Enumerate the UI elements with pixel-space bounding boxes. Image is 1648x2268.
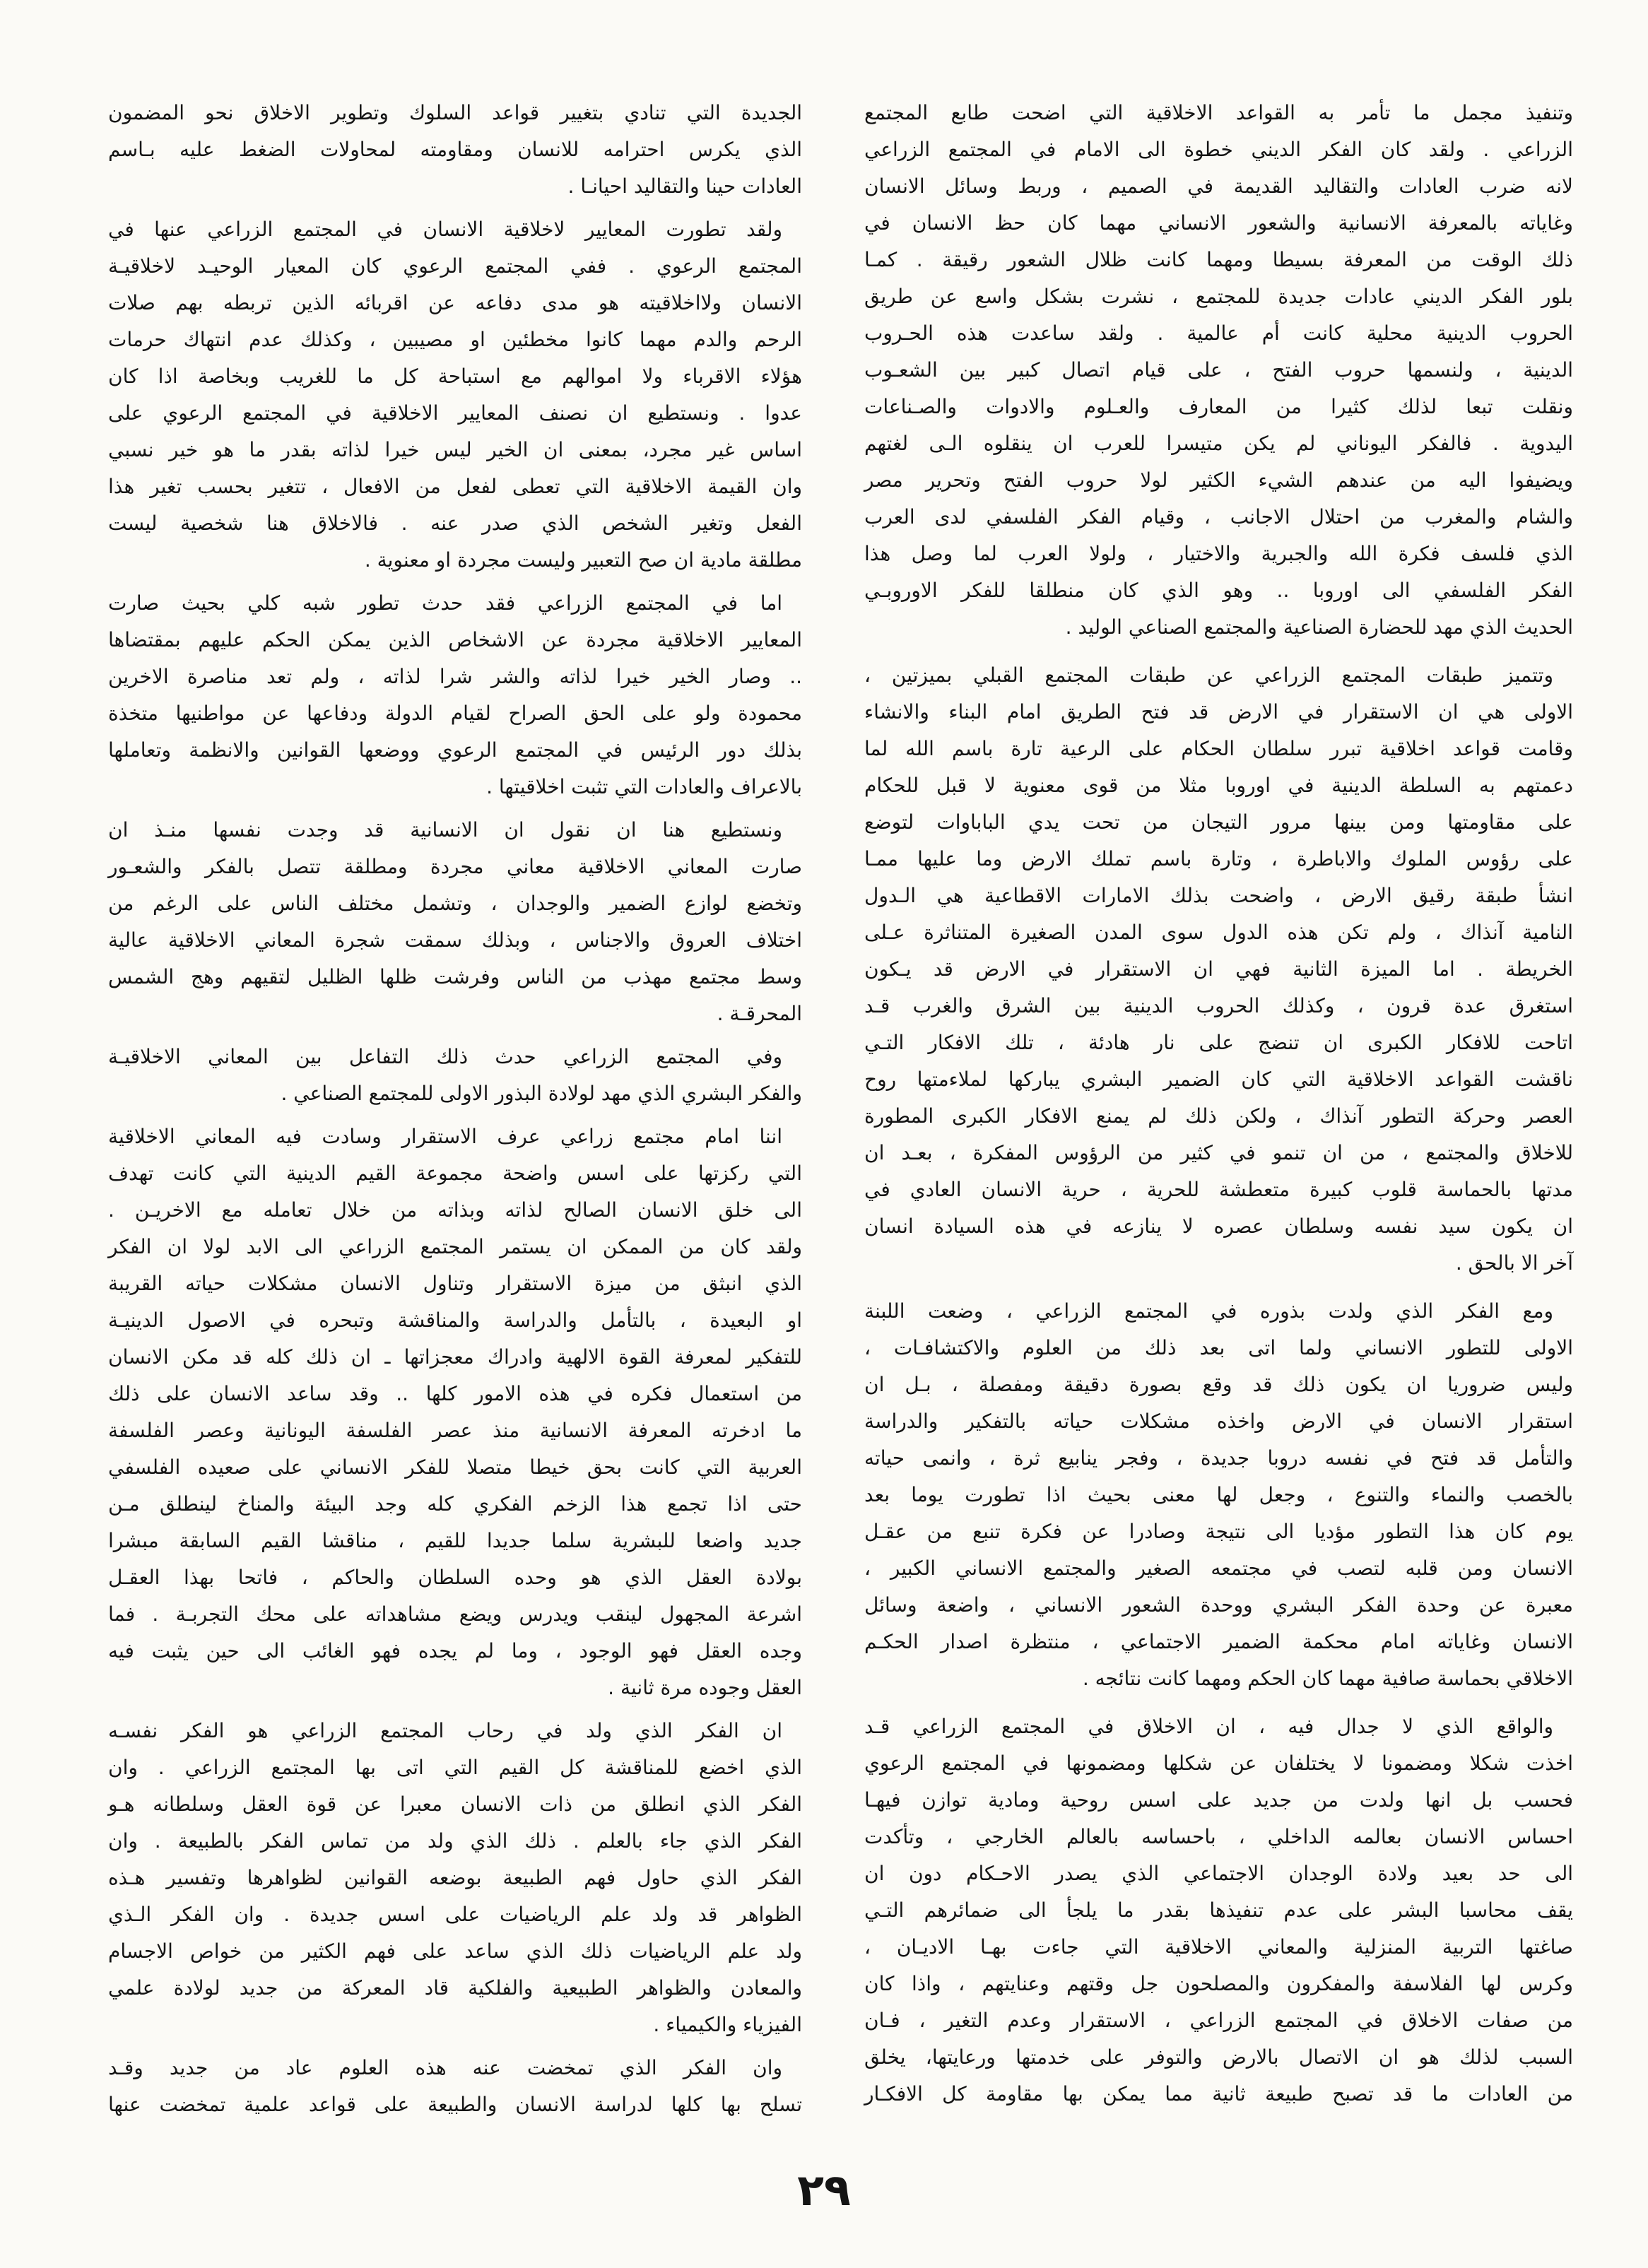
text-line: من استعمال فكره في هذه الامور كلها .. وقد ساعد الانسان على ذلك (108, 1382, 802, 1405)
paragraph (108, 2050, 802, 2123)
text-line: على رؤوس الملوك والاباطرة ، وتارة باسم تملك الارض وما عليها ممـا (864, 847, 1573, 870)
text-line: يقف محاسبا البشر على عدم تنفيذها بقدر ما يلجأ الى ضمائرهم التـي (864, 1898, 1573, 1922)
text-line: بذلك دور الرئيس في المجتمع الرعوي ووضعها القوانين والانظمة وتعاملها (108, 738, 802, 762)
text-line: وان الفكر الذي تمخضت عنه هذه العلوم عاد من جديد وقـد (108, 2056, 782, 2079)
text-line: دعمتهم به السلطة الدينية في اوروبا مثلا من قوى معنوية لا قبل للحكام (864, 774, 1573, 797)
text-line: اليدوية . فالفكر اليوناني لم يكن متيسرا للعرب ان ينقلوه الـى لغتهم (864, 432, 1573, 455)
text-line: عدوا . ونستطيع ان نصنف المعايير الاخلاقية في المجتمع الرعوي على (108, 401, 802, 425)
text-line: الزراعي . ولقد كان الفكر الديني خطوة الى الامام في المجتمع الزراعي (864, 138, 1573, 161)
text-line: ان يكون سيد نفسه وسلطان عصره لا ينازعه في هذه السيادة انسان (864, 1215, 1573, 1238)
text-line: مدتها بالحماسة قلوب كبيرة متعطشة للحرية ، حرية الانسان العادي في (864, 1178, 1573, 1201)
text-line: العصر وحركة التطور آنذاك ، ولكن ذلك لم يمنع الافكار الكبرى المطورة (864, 1104, 1573, 1128)
text-line: الى خلق الانسان الصالح لذاته وبذاته من خلال تعامله مع الاخريـن . (108, 1198, 802, 1222)
paragraph (108, 1713, 802, 2043)
text-line: وليس ضروريا ان يكون ذلك قد وقع بصورة دقيقة ومفصلة ، بـل ان (864, 1373, 1573, 1396)
text-line: الانسان وغاياته امام محكمة الضمير الاجتماعي ، منتظرة اصدار الحكـم (864, 1630, 1573, 1653)
paragraph (108, 1118, 802, 1706)
text-line: .. وصار الخير خيرا لذاته والشر شرا لذاته ، ولم تعد مناصرة الاخرين (108, 665, 802, 688)
paragraph (108, 211, 802, 579)
left-column (108, 95, 802, 2123)
text-line: جديد واضعا للبشرية سلما جديدا للقيم ، مناقشا القيم السابقة مبشرا (108, 1529, 802, 1552)
text-line: الفعل وتغير الشخص الذي صدر عنه . فالاخلاق هنا شخصية ليست (108, 512, 802, 535)
text-line: الحروب الدينية محلية كانت أم عالمية . ولقد ساعدت هذه الحـروب (864, 321, 1573, 345)
paragraph (108, 585, 802, 805)
paragraph (108, 1039, 802, 1112)
text-line: انشأ طبقة رقيق الارض ، واضحت بذلك الامارات الاقطاعية هي الـدول (864, 884, 1573, 907)
text-line: الانسان ومن قلبه لتصب في مجتمعه الصغير والمجتمع الانساني الكبير ، (864, 1557, 1573, 1580)
text-line: وتتميز طبقات المجتمع الزراعي عن طبقات المجتمع القبلي بميزتين ، (864, 663, 1553, 687)
text-line: والشام والمغرب من احتلال الاجانب ، وقيام الفكر الفلسفي لدى العرب (864, 505, 1573, 528)
text-line: المجتمع الرعوي . ففي المجتمع الرعوي كان المعيار الوحيـد لاخلاقيـة (108, 254, 802, 278)
text-line: هؤلاء الاقرباء ولا اموالهم مع استباحة كل ما للغريب وبخاصة اذا كان (108, 365, 802, 388)
text-line: استغرق عدة قرون ، وكذلك الحروب الدينية بين الشرق والغرب قـد (864, 994, 1573, 1017)
text-line: وغاياته بالمعرفة الانسانية والشعور الانساني مهما كان حظ الانسان في (864, 211, 1573, 235)
text-line: المحرقـة . (717, 1002, 802, 1025)
text-line: ونقلت تبعا لذلك كثيرا من المعارف والعـلوم والادوات والصـناعات (864, 395, 1573, 418)
text-line: ويضيفوا اليه من عندهم الشيء الكثير لولا حروب الفتح وتحرير مصر (864, 468, 1573, 492)
text-line: والفكر البشري الذي مهد لولادة البذور الاولى للمجتمع الصناعي . (281, 1082, 802, 1105)
text-line: ما ادخرته المعرفة الانسانية منذ عصر الفلسفة اليونانية وعصر الفلسفة (108, 1419, 802, 1442)
paragraph (864, 657, 1573, 1282)
text-line: العقل وجوده مرة ثانية . (608, 1676, 802, 1699)
text-line: ولقد تطورت المعايير لاخلاقية الانسان في المجتمع الزراعي عنها في (108, 218, 782, 241)
paragraph (864, 1293, 1573, 1697)
text-line: وقامت قواعد اخلاقية تبرر سلطان الحكام على الرعية تارة باسم الله لما (864, 737, 1573, 760)
text-line: اساس غير مجرد، بمعنى ان الخير ليس خيرا لذاته بقدر ما هو خير نسبي (108, 438, 802, 461)
text-line: الخريطة . اما الميزة الثانية فهي ان الاستقرار في الارض قد يـكون (864, 957, 1573, 981)
right-column (864, 95, 1573, 2113)
text-line: الفكر الذي جاء بالعلم . ذلك الذي ولد من تماس الفكر بالطبيعة . وان (108, 1829, 802, 1853)
text-line: من صفات الاخلاق في المجتمع الزراعي ، الاستقرار وعدم التغير ، فـان (864, 2009, 1573, 2032)
text-line: الحديث الذي مهد للحضارة الصناعية والمجتمع الصناعي الوليد . (1065, 615, 1573, 639)
text-line: الى حد بعيد ولادة الوجدان الاجتماعي الذي يصدر الاحـكام دون ان (864, 1862, 1573, 1885)
text-line: الظواهر قد ولد علم الرياضيات على اسس جديدة . وان الفكر الـذي (108, 1903, 802, 1926)
text-line: الفيزياء والكيمياء . (653, 2013, 802, 2036)
text-line: يوم كان هذا التطور مؤديا الى نتيجة وصادرا عن فكرة تنبع من عقـل (864, 1520, 1573, 1543)
text-line: الدينية ، ولنسمها حروب الفتح ، على قيام اتصال كبير بين الشعـوب (864, 358, 1573, 382)
text-line: والمعادن والظواهر الطبيعية والفلكية قاد المعركة من جديد لولادة علمي (108, 1976, 802, 2000)
text-line: وفي المجتمع الزراعي حدث ذلك التفاعل بين المعاني الاخلاقيـة (108, 1045, 782, 1068)
text-line: للتفكير لمعرفة القوة الالهية وادراك معجزاتها ـ ان ذلك كله قد مكن الانسان (108, 1345, 802, 1369)
paragraph (864, 95, 1573, 646)
text-line: ومع الفكر الذي ولدت بذوره في المجتمع الزراعي ، وضعت اللبنة (864, 1299, 1553, 1323)
text-line: اما في المجتمع الزراعي فقد حدث تطور شبه كلي بحيث صارت (108, 591, 782, 615)
text-line: الذي يكرس احترامه للانسان ومقاومته لمحاولات الضغط عليه بـاسم (108, 138, 802, 161)
text-line: اختلاف العروق والاجناس ، وبذلك سمقت شجرة المعاني الاخلاقية عالية (108, 928, 802, 952)
text-line: اشرعة المجهول لينقب ويدرس ويضع مشاهداته على محك التجربـة . فما (108, 1602, 802, 1626)
text-line: العادات حينا والتقاليد احيانـا . (567, 175, 802, 198)
text-line: الفكر الفلسفي الى اوروبا .. وهو الذي كان منطلقا للفكر الاوروبـي (864, 579, 1573, 602)
text-line: وتخضع لوازع الضمير والوجدان ، وتشمل مختلف الناس على الرغم من (108, 892, 802, 915)
text-line: بولادة العقل الذي هو وحده السلطان والحاكم ، فاتحا بهذا العقـل (108, 1566, 802, 1589)
text-line: لانه ضرب العادات والتقاليد القديمة في الصميم ، وربط وسائل الانسان (864, 175, 1573, 198)
text-line: الذي انبثق من ميزة الاستقرار وتناول الانسان مشكلات حياته القريبة (108, 1272, 802, 1295)
text-line: ان الفكر الذي ولد في رحاب المجتمع الزراعي هو الفكر نفسـه (108, 1719, 782, 1742)
text-line: فحسب بل انها ولدت من جديد على اسس روحية ومادية توازن فيهـا (864, 1788, 1573, 1812)
text-line: الاخلاقي بحماسة صافية مهما كان الحكم ومهما كانت نتائجه . (1082, 1667, 1573, 1690)
text-line: بالخصب والنماء والتنوع ، وجعل لها معنى بحيث اذا تطورت يوما بعد (864, 1483, 1573, 1506)
text-line: ولقد كان من الممكن ان يستمر المجتمع الزراعي الى الابد لولا ان الفكر (108, 1235, 802, 1258)
text-line: محمودة ولو على الحق الصراح لقيام الدولة ودفاعها عن مواطنيها متخذة (108, 702, 802, 725)
paragraph (864, 1708, 1573, 2113)
text-line: الذي فلسف فكرة الله والجبرية والاختيار ، ولولا العرب لما وصل هذا (864, 542, 1573, 565)
paragraph (108, 812, 802, 1032)
text-line: العربية التي كانت بحق خيطا متصلا للفكر الانساني على صعيده الفلسفي (108, 1455, 802, 1479)
text-line: الرحم والدم مهما كانوا مخطئين او مصيبين ، وكذلك عدم انتهاك حرمات (108, 328, 802, 351)
text-line: السبب لذلك هو ان الاتصال بالارض والتوفر على خدمتها ورعايتها، يخلق (864, 2045, 1573, 2069)
text-line: او البعيدة ، بالتأمل والدراسة والمناقشة وتبحره في الاصول الدينيـة (108, 1309, 802, 1332)
text-line: تسلح بها كلها لدراسة الانسان والطبيعة على قواعد علمية تمخضت عنها (108, 2093, 802, 2116)
text-line: الفكر الذي انطلق من ذات الانسان معبرا عن قوة العقل وسلطانه هـو (108, 1792, 802, 1816)
text-line: ذلك الوقت من المعرفة بسيطا ومهما كانت ظلال الشعور رقيقة . كمـا (864, 248, 1573, 271)
text-line: ولد علم الرياضيات ذلك الذي ساعد على فهم الكثير من خواص الاجسام (108, 1939, 802, 1963)
text-line: صاغتها التربية المنزلية والمعاني الاخلاقية التي جاءت بهـا الاديـان ، (864, 1935, 1573, 1959)
text-line: والواقع الذي لا جدال فيه ، ان الاخلاق في المجتمع الزراعي قـد (864, 1715, 1553, 1738)
text-line: وتنفيذ مجمل ما تأمر به القواعد الاخلاقية التي اضحت طابع المجتمع (864, 101, 1573, 124)
page-number: ٢٩ (797, 2164, 851, 2216)
text-line: صارت المعاني الاخلاقية معاني مجردة ومطلقة تتصل بالفكر والشعـور (108, 855, 802, 878)
text-line: وكرس لها الفلاسفة والمفكرون والمصلحون جل وقتهم وعنايتهم ، واذا كان (864, 1972, 1573, 1995)
text-line: آخر الا بالحق . (1455, 1251, 1573, 1275)
text-line: مطلقة مادية ان صح التعبير وليست مجردة او معنوية . (364, 548, 802, 572)
text-line: الانسان ولااخلاقيته هو مدى دفاعه عن اقربائه الذين تربطه بهم صلات (108, 291, 802, 314)
text-line: اتاحت للافكار الكبرى ان تنضج على نار هادئة ، تلك الافكار التـي (864, 1031, 1573, 1054)
text-line: بالاعراف والعادات التي تثبت اخلاقيتها . (486, 775, 802, 798)
text-line: بلور الفكر الديني عادات جديدة للمجتمع ، نشرت بشكل واسع عن طريق (864, 285, 1573, 308)
text-line: التي ركزتها على اسس واضحة مجموعة القيم الدينية التي كانت تهدف (108, 1162, 802, 1185)
text-line: الاولى للتطور الانساني ولما اتى بعد ذلك من العلوم والاكتشافـات ، (864, 1336, 1573, 1359)
text-line: ونستطيع هنا ان نقول ان الانسانية قد وجدت نفسها منـذ ان (108, 818, 782, 841)
paragraph (108, 95, 802, 205)
text-line: الذي اخضع للمناقشة كل القيم التي اتى بها المجتمع الزراعي . وان (108, 1756, 802, 1779)
text-line: النامية آنذاك ، ولم تكن هذه الدول سوى المدن الصغيرة المتناثرة عـلى (864, 921, 1573, 944)
text-line: استقرار الانسان في الارض واخذه مشكلات حياته بالتفكير والدراسة (864, 1410, 1573, 1433)
text-line: وان القيمة الاخلاقية التي تعطى لفعل من الافعال ، تتغير بحسب تغير هذا (108, 475, 802, 498)
text-line: اخذت شكلا ومضمونا لا يختلفان عن شكلها ومضمونها في المجتمع الرعوي (864, 1752, 1573, 1775)
text-line: الجديدة التي تنادي بتغيير قواعد السلوك وتطوير الاخلاق نحو المضمون (108, 101, 802, 124)
text-line: الاولى هي ان الاستقرار في الارض قد فتح الطريق امام البناء والانشاء (864, 700, 1573, 723)
text-line: معبرة عن وحدة الفكر البشري ووحدة الشعور الانساني ، واضعة وسائل (864, 1593, 1573, 1617)
text-line: ناقشت القواعد الاخلاقية التي كان الضمير البشري يباركها لملاءمتها روح (864, 1068, 1573, 1091)
text-line: والتأمل قد فتح في نفسه دروبا جديدة ، وفجر ينابيع ثرة ، وانمى حياته (864, 1446, 1573, 1470)
text-line: للاخلاق والمجتمع ، من ان تنمو في كثير من الرؤوس المفكرة ، بعـد ان (864, 1141, 1573, 1164)
text-line: من العادات ما قد تصبح طبيعة ثانية مما يمكن بها مقاومة كل الافكـار (864, 2082, 1573, 2105)
text-line: المعايير الاخلاقية مجردة عن الاشخاص الذين يمكن الحكم عليهم بمقتضاها (108, 628, 802, 651)
text-line: الفكر الذي حاول فهم الطبيعة بوضعه القوانين لظواهرها وتفسير هـذه (108, 1866, 802, 1889)
text-line: اننا امام مجتمع زراعي عرف الاستقرار وسادت فيه المعاني الاخلاقية (108, 1125, 782, 1148)
text-line: احساس الانسان بعالمه الداخلي ، باحساسه بالعالم الخارجي ، وتأكدت (864, 1825, 1573, 1848)
text-line: وسط مجتمع مهذب من الناس وفرشت ظلها الظليل لتقيهم وهج الشمس (108, 965, 802, 988)
text-line: حتى اذا تجمع هذا الزخم الفكري كله وجد البيئة والمناخ لينطلق مـن (108, 1492, 802, 1516)
text-line: وجده العقل فهو الوجود ، وما لم يجده فهو الغائب الى حين يثبت فيه (108, 1639, 802, 1662)
text-line: على مقاومتها ومن بينها مرور التيجان من تحت يدي الباباوات لتوضع (864, 810, 1573, 834)
